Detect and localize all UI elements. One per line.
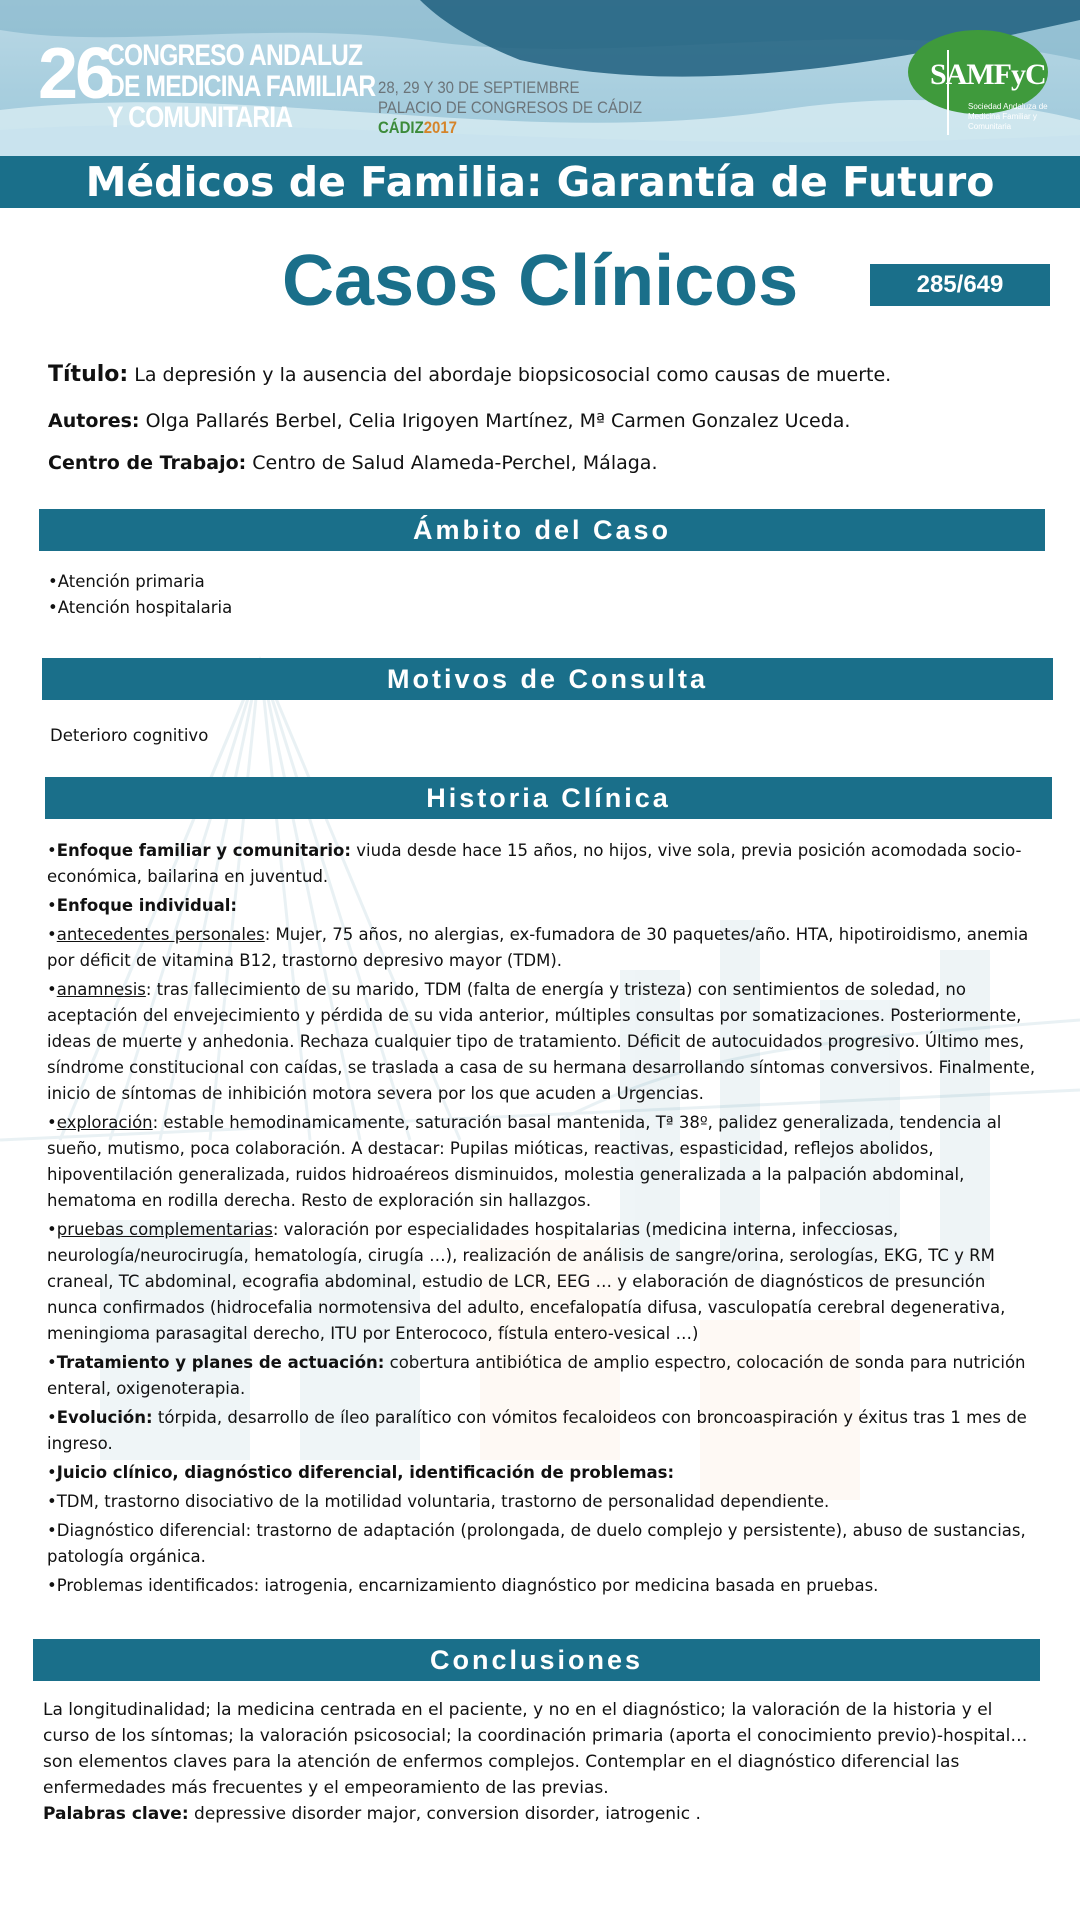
section-heading-motivos: Motivos de Consulta — [42, 658, 1053, 700]
page-title: Casos Clínicos — [282, 241, 799, 321]
keywords-value: depressive disorder major, conversion disorder, iatrogenic . — [194, 1804, 701, 1824]
historia-exploracion: •exploración: estable hemodinamicamente, saturación basal mantenida, Tª 38º, palidez generalizada, tendencia al sueño, mutismo, poca colaboración. A destacar: Pupilas mióticas, reactivas, espasticidad, reflejos abolidos, hipoventilación generalizada, ruidos hidroaéreos disminuidos, molestia generalizada a la palpación abdominal, hematoma en rodilla derecha. Resto de exploración sin hallazgos. — [47, 1113, 1002, 1210]
familiar-text: viuda desde hace 15 años, no hijos, vive sola, previa posición acomodada socio-económica, bailarina en juventud. — [47, 841, 1022, 886]
ambito-list — [48, 569, 648, 621]
historia-juicio: •Juicio clínico, diagnóstico diferencial, identificación de problemas: — [47, 1463, 675, 1482]
congress-title-line-2: DE MEDICINA FAMILIAR — [107, 70, 376, 103]
tratamiento-text: cobertura antibiótica de amplio espectro, colocación de sonda para nutrición enteral, oxigenoterapia. — [47, 1353, 1026, 1398]
congress-title — [107, 39, 376, 134]
juicio-item: •Diagnóstico diferencial: trastorno de adaptación (prolongada, de duelo complejo y persistente), abuso de sustancias, patología orgánica. — [47, 1521, 1026, 1566]
congress-info — [378, 78, 642, 138]
exploracion-text: : estable hemodinamicamente, saturación basal mantenida, Tª 38º, palidez generalizada, tendencia al sueño, mutismo, poca colaboración. A destacar: Pupilas mióticas, reactivas, espasticidad, reflejos abolidos, hipoventilación generalizada, ruidos hidroaéreos disminuidos, molestia generalizada a la palpación abdominal, hematoma en rodilla derecha. Resto de exploración sin hallazgos. — [47, 1113, 1002, 1210]
congress-year: 2017 — [423, 118, 458, 137]
motto-text: Médicos de Familia: Garantía de Futuro — [85, 158, 995, 206]
autores-label: Autores: — [48, 410, 140, 432]
anamnesis-label: anamnesis — [56, 980, 146, 999]
historia-body — [47, 838, 1037, 1602]
congress-banner — [0, 0, 1080, 156]
juicio-item: •Problemas identificados: iatrogenia, encarnizamiento diagnóstico por medicina basada en pruebas. — [47, 1576, 879, 1595]
congress-title-line-3: Y COMUNITARIA — [107, 101, 293, 134]
juicio-item: •TDM, trastorno disociativo de la motilidad voluntaria, trastorno de personalidad dependiente. — [47, 1492, 830, 1511]
tratamiento-label: Tratamiento y planes de actuación: — [56, 1353, 385, 1372]
conclusiones-text: La longitudinalidad; la medicina centrada en el paciente, y no en el diagnóstico; la valoración de la historia y el curso de los síntomas; la valoración psicosocial; la coordinación primaria (aporta el conocimiento previo)-hospital…son elementos claves para la atención de enfermos complejos. Contemplar en el diagnóstico diferencial las enfermedades más frecuentes y el empeoramiento de las previas. — [43, 1700, 1028, 1798]
centro-value: Centro de Salud Alameda-Perchel, Málaga. — [252, 452, 658, 474]
meta-autores — [48, 410, 850, 432]
congress-number: 26 — [38, 34, 113, 114]
historia-evolucion: •Evolución: tórpida, desarrollo de íleo paralítico con vómitos fecaloideos con broncoaspiración y éxitus tras 1 mes de ingreso. — [47, 1408, 1027, 1453]
meta-titulo — [48, 362, 891, 387]
ambito-item: •Atención hospitalaria — [48, 598, 233, 617]
historia-familiar: •Enfoque familiar y comunitario: viuda desde hace 15 años, no hijos, vive sola, previa posición acomodada socio-económica, bailarina en juventud. — [47, 841, 1022, 886]
historia-pruebas: •pruebas complementarias: valoración por especialidades hospitalarias (medicina interna, infecciosas, neurología/neurocirugía, hematología, cirugía …), realización de análisis de sangre/orina, serologías, EKG, TC y RM craneal, TC abdominal, ecografia abdominal, estudio de LCR, EEG … y elaboración de diagnósticos de presunción nunca confirmados (hidrocefalia normotensiva del adulto, encefalopatía difusa, vasculopatía cerebral degenerativa, meningioma parasagital derecho, ITU por Enterococo, fístula entero-vesical …) — [47, 1220, 1006, 1343]
historia-individual: •Enfoque individual: — [47, 896, 237, 915]
antecedentes-label: antecedentes personales — [56, 925, 265, 944]
familiar-label: Enfoque familiar y comunitario: — [56, 841, 351, 860]
keywords-label: Palabras clave: — [43, 1804, 189, 1824]
case-number-badge: 285/649 — [870, 264, 1050, 306]
titulo-value: La depresión y la ausencia del abordaje biopsicosocial como causas de muerte. — [134, 364, 892, 386]
congress-title-line-1: CONGRESO ANDALUZ — [107, 39, 363, 72]
meta-centro — [48, 452, 657, 474]
juicio-label: Juicio clínico, diagnóstico diferencial, identificación de problemas: — [56, 1463, 675, 1482]
samfyc-logo-subtitle: Sociedad Andaluza de Medicina Familiar y Comunitaria — [968, 102, 1048, 131]
keywords — [43, 1801, 1038, 1827]
ambito-item: •Atención primaria — [48, 572, 205, 591]
titulo-label: Título: — [48, 362, 129, 387]
centro-label: Centro de Trabajo: — [48, 452, 247, 474]
pruebas-label: pruebas complementarias — [56, 1220, 273, 1239]
section-heading-ambito: Ámbito del Caso — [39, 509, 1045, 551]
individual-label: Enfoque individual: — [56, 896, 237, 915]
antecedentes-text: : Mujer, 75 años, no alergias, ex-fumadora de 30 paquetes/año. HTA, hipotiroidismo, anemia por déficit de vitamina B12, trastorno depresivo mayor (TDM). — [47, 925, 1029, 970]
evolucion-text: tórpida, desarrollo de íleo paralítico con vómitos fecaloideos con broncoaspiración y éxitus tras 1 mes de ingreso. — [47, 1408, 1027, 1453]
historia-antecedentes: •antecedentes personales: Mujer, 75 años, no alergias, ex-fumadora de 30 paquetes/año. HTA, hipotiroidismo, anemia por déficit de vitamina B12, trastorno depresivo mayor (TDM). — [47, 925, 1029, 970]
pruebas-text: : valoración por especialidades hospitalarias (medicina interna, infecciosas, neurología/neurocirugía, hematología, cirugía …), realización de análisis de sangre/orina, serologías, EKG, TC y RM craneal, TC abdominal, ecografia abdominal, estudio de LCR, EEG … y elaboración de diagnósticos de presunción nunca confirmados (hidrocefalia normotensiva del adulto, encefalopatía difusa, vasculopatía cerebral degenerativa, meningioma parasagital derecho, ITU por Enterococo, fístula entero-vesical …) — [47, 1220, 1006, 1343]
exploracion-label: exploración — [56, 1113, 153, 1132]
historia-tratamiento: •Tratamiento y planes de actuación: cobertura antibiótica de amplio espectro, colocación de sonda para nutrición enteral, oxigenoterapia. — [47, 1353, 1026, 1398]
motto-bar — [0, 156, 1080, 208]
anamnesis-text: : tras fallecimiento de su marido, TDM (falta de energía y tristeza) con sentimientos de soledad, no aceptación del envejecimiento y pérdida de su vida anterior, múltiples consultas por somatizaciones. Posteriormente, ideas de muerte y anhedonia. Rechaza cualquier tipo de tratamiento. Déficit de autocuidados progresivo. Último mes, síndrome constitucional con caídas, se traslada a casa de su hermana desarrollando síntomas conversivos. Finalmente, inicio de síntomas de inhibición motora severa por los que acuden a Urgencias. — [47, 980, 1036, 1103]
motivos-text: Deterioro cognitivo — [50, 726, 209, 745]
congress-venue: PALACIO DE CONGRESOS DE CÁDIZ — [378, 98, 643, 117]
congress-dates: 28, 29 Y 30 DE SEPTIEMBRE — [378, 78, 580, 97]
congress-city: CÁDIZ — [378, 118, 424, 137]
section-heading-conclusiones: Conclusiones — [33, 1639, 1040, 1681]
historia-anamnesis: •anamnesis: tras fallecimiento de su marido, TDM (falta de energía y tristeza) con sentimientos de soledad, no aceptación del envejecimiento y pérdida de su vida anterior, múltiples consultas por somatizaciones. Posteriormente, ideas de muerte y anhedonia. Rechaza cualquier tipo de tratamiento. Déficit de autocuidados progresivo. Último mes, síndrome constitucional con caídas, se traslada a casa de su hermana desarrollando síntomas conversivos. Finalmente, inicio de síntomas de inhibición motora severa por los que acuden a Urgencias. — [47, 980, 1036, 1103]
samfyc-logo-text: SAMFyC — [930, 58, 1046, 91]
autores-value: Olga Pallarés Berbel, Celia Irigoyen Martínez, Mª Carmen Gonzalez Uceda. — [145, 410, 851, 432]
congress-city-year — [378, 118, 642, 138]
section-heading-historia: Historia Clínica — [45, 777, 1052, 819]
conclusiones-body — [43, 1697, 1038, 1827]
evolucion-label: Evolución: — [56, 1408, 153, 1427]
samfyc-logo — [900, 20, 1050, 145]
